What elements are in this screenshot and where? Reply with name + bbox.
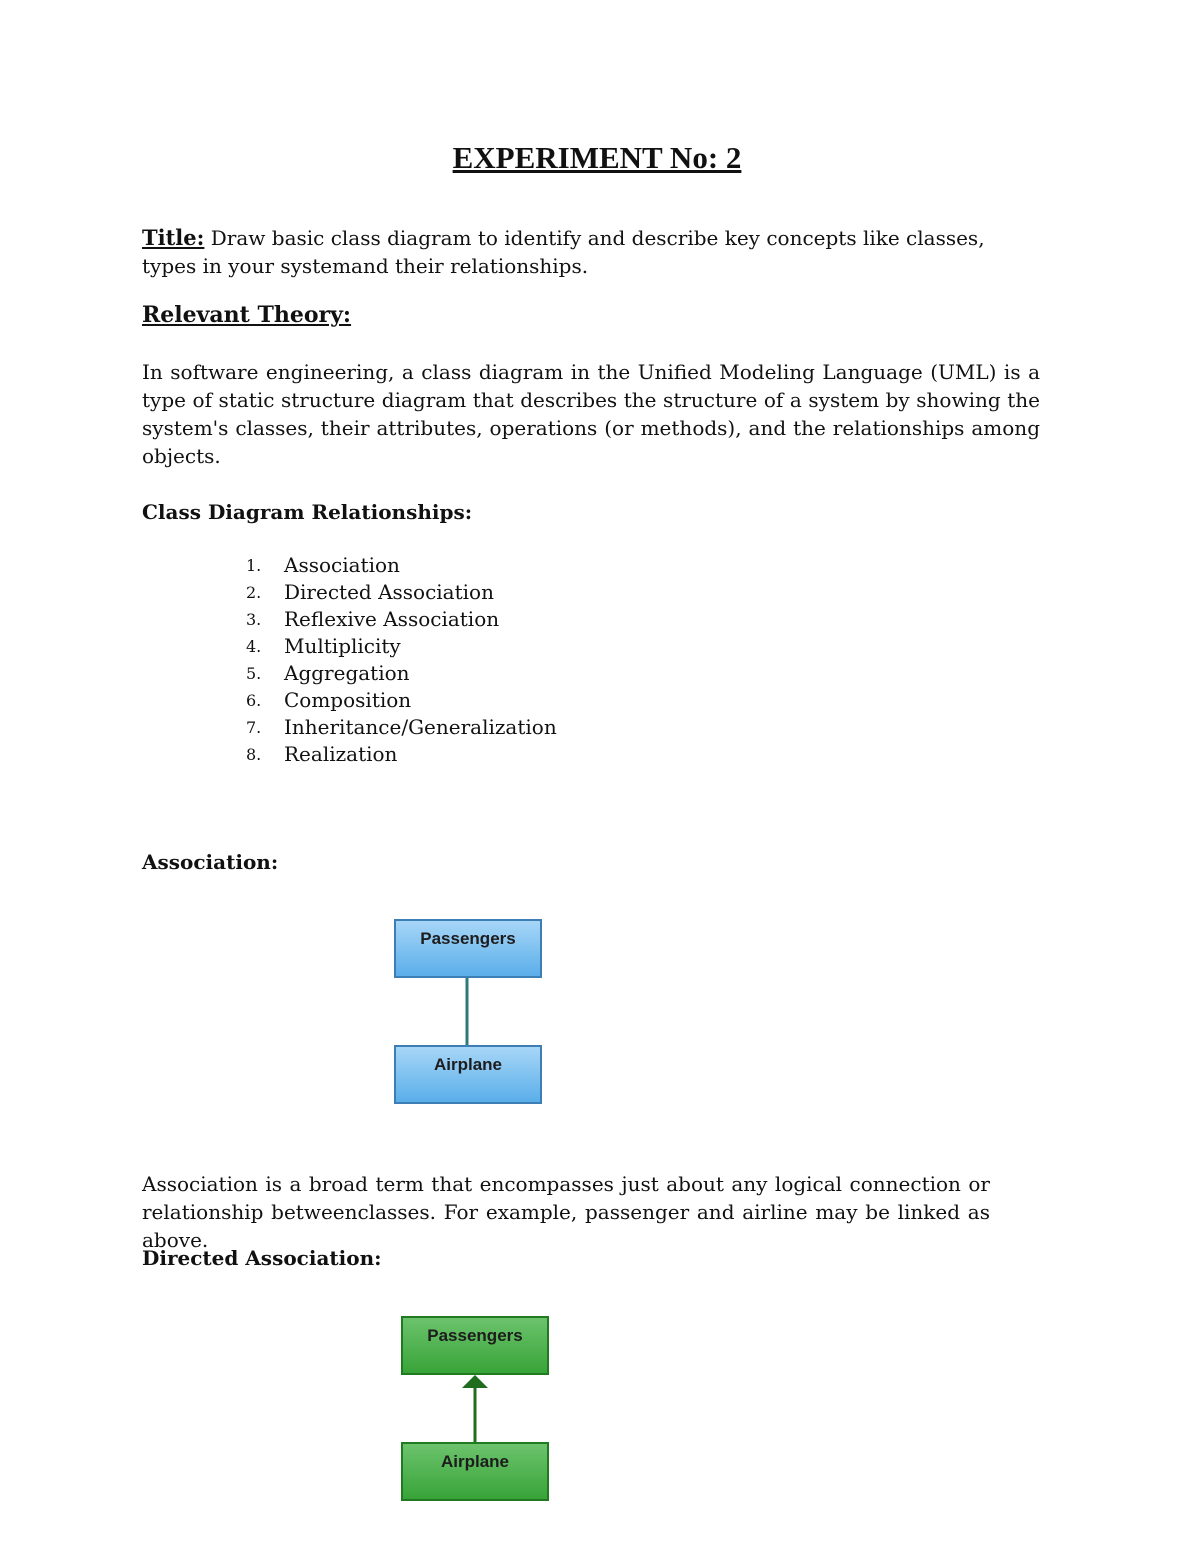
list-item xyxy=(236,714,557,741)
directed-association-heading: Directed Association: xyxy=(142,1246,382,1270)
list-item-number: 7. xyxy=(246,718,262,737)
association-class-passengers: Passengers xyxy=(394,919,542,978)
relationships-heading: Class Diagram Relationships: xyxy=(142,500,473,524)
list-item xyxy=(236,633,557,660)
list-item-label: Directed Association xyxy=(284,580,494,604)
list-item-number: 3. xyxy=(246,610,262,629)
list-item-number: 1. xyxy=(246,556,262,575)
list-item-number: 5. xyxy=(246,664,262,683)
list-item xyxy=(236,606,557,633)
list-item xyxy=(236,660,557,687)
association-line xyxy=(460,978,474,1046)
relationships-list xyxy=(236,552,557,768)
list-item-label: Association xyxy=(284,553,400,577)
theory-heading: Relevant Theory: xyxy=(142,302,352,328)
association-paragraph: Association is a broad term that encompasses just about any logical connection or relationship betweenclasses. For example, passenger and airline may be linked as above. xyxy=(142,1172,990,1252)
experiment-heading: EXPERIMENT No: 2 xyxy=(452,140,742,175)
list-item xyxy=(236,579,557,606)
list-item-label: Composition xyxy=(284,688,412,712)
directed-class-passengers: Passengers xyxy=(401,1316,549,1375)
list-item xyxy=(236,552,557,579)
list-item-number: 2. xyxy=(246,583,262,602)
list-item xyxy=(236,687,557,714)
list-item xyxy=(236,741,557,768)
directed-association-arrow xyxy=(460,1375,490,1443)
directed-class-airplane: Airplane xyxy=(401,1442,549,1501)
list-item-label: Realization xyxy=(284,742,398,766)
title-label: Title: xyxy=(142,225,205,250)
title-text: Draw basic class diagram to identify and describe key concepts like classes, types in your systemand their relationships. xyxy=(142,226,985,278)
list-item-number: 6. xyxy=(246,691,262,710)
title-line xyxy=(142,224,1042,280)
arrowhead-icon xyxy=(462,1375,488,1388)
association-class-airplane: Airplane xyxy=(394,1045,542,1104)
list-item-label: Reflexive Association xyxy=(284,607,500,631)
list-item-label: Multiplicity xyxy=(284,634,401,658)
list-item-label: Aggregation xyxy=(284,661,410,685)
list-item-number: 4. xyxy=(246,637,262,656)
association-heading: Association: xyxy=(142,850,279,874)
list-item-label: Inheritance/Generalization xyxy=(284,715,557,739)
list-item-number: 8. xyxy=(246,745,262,764)
theory-paragraph: In software engineering, a class diagram in the Unified Modeling Language (UML) is a type of static structure diagram that describes the structure of a system by showing the system's classes, their attributes, operations (or methods), and the relationships among objects. xyxy=(142,360,1040,468)
